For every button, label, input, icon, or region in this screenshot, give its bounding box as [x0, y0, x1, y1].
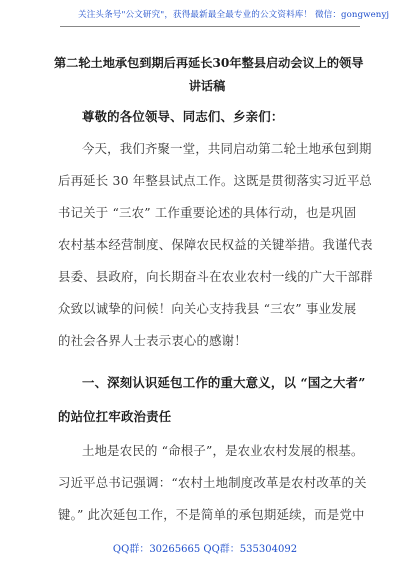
body-line: 农村基本经营制度、保障农民权益的关键举措。我谨代表	[58, 237, 373, 252]
body-line: 县委、县政府，向长期奋斗在农业农村一线的广大干部群	[58, 269, 373, 284]
section-heading-line-1: 一、深刻认识延包工作的重大意义，以 “国之大者”	[82, 375, 366, 390]
document-title-line-1: 第二轮土地承包到期后再延长30年整县启动会议上的领导	[54, 56, 364, 70]
salutation: 尊敬的各位领导、同志们、乡亲们：	[82, 109, 284, 124]
body-line: 的社会各界人士表示衷心的感谢！	[58, 333, 247, 348]
section-body-line: 土地是农民的 “命根子”，是农业农村发展的根基。	[82, 443, 364, 458]
footer-contacts: QQ群：30265665 QQ群：535304092	[112, 544, 298, 555]
body-line: 后再延长 30 年整县试点工作。这既是贯彻落实习近平总	[58, 173, 373, 188]
document-title-line-2: 讲话稿	[188, 79, 226, 93]
body-line: 今天，我们齐聚一堂，共同启动第二轮土地承包到期	[82, 141, 372, 156]
header-divider	[60, 26, 360, 27]
body-line: 众致以诚挚的问候！向关心支持我县 “三农” 事业发展	[58, 301, 357, 316]
section-body-line: 习近平总书记强调：“农村土地制度改革是农村改革的关	[58, 475, 367, 490]
section-heading-line-2: 的站位扛牢政治责任	[58, 409, 172, 424]
section-body-line: 键。” 此次延包工作，不是简单的承包期延续，而是党中	[58, 507, 365, 522]
header-promo-text: 关注头条号"公文研究"，获得最新最全最专业的公文资料库！ 微信：gongwenyj	[78, 10, 390, 20]
body-line: 书记关于 “三农” 工作重要论述的具体行动，也是巩固	[58, 205, 357, 220]
